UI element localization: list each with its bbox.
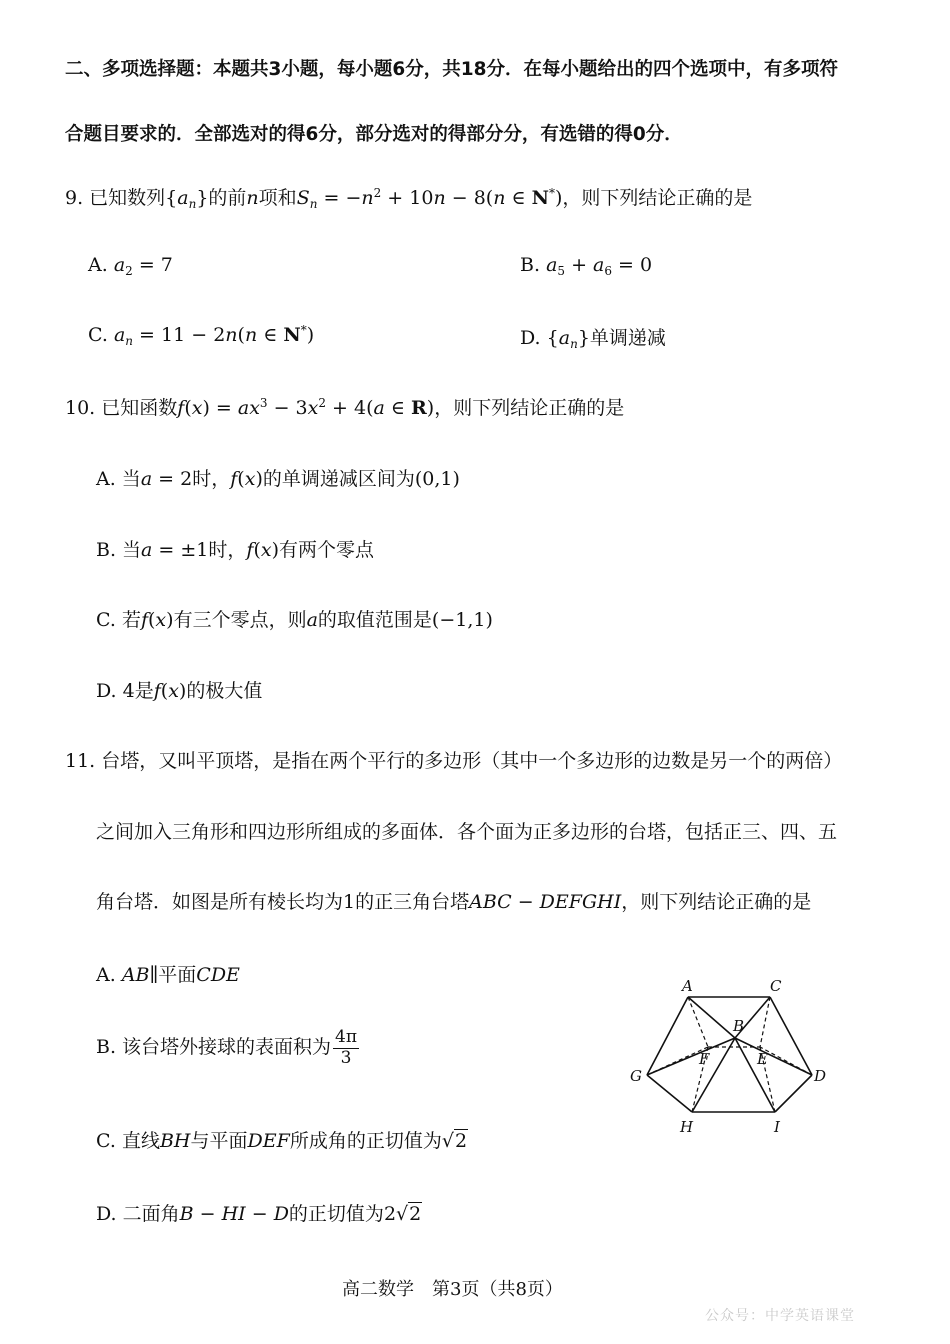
hidden-edge-ce bbox=[760, 997, 770, 1047]
label-h: H bbox=[680, 1118, 694, 1135]
section-header-line-1: 二、多项选择题：本题共3小题，每小题6分，共18分．在每小题给出的四个选项中，有多项符 bbox=[65, 59, 838, 80]
q11-option-c: C. 直线BH与平面DEF所成角的正切值为√2 bbox=[96, 1130, 468, 1152]
q11-option-d: D. 二面角B − HI − D的正切值为2√2 bbox=[96, 1203, 422, 1225]
q11-stem-line-2: 之间加入三角形和四边形所组成的多面体．各个面为正多边形的台塔，包括正三、四、五 bbox=[96, 821, 838, 843]
page-footer: 高二数学 第3页（共8页） bbox=[342, 1279, 563, 1300]
q9-stem: 9. 已知数列$\{a_n\}$的前n项和$S_n = -n^2 + 10n - 8(n$ ∈ N*)，则下列结论正确的是 bbox=[65, 186, 753, 211]
fraction: $\frac{4\pi}{3}$ bbox=[335, 1027, 358, 1068]
triangular-cupola-figure bbox=[620, 975, 840, 1135]
label-a: A bbox=[682, 977, 693, 995]
edge-ab bbox=[688, 997, 735, 1038]
label-d: D bbox=[814, 1067, 827, 1085]
edge-id bbox=[775, 1075, 812, 1112]
label-g: G bbox=[630, 1067, 642, 1085]
q10-option-b: B. 当a = ±1时，f(x)有两个零点 bbox=[96, 539, 375, 561]
edge-db bbox=[735, 1038, 812, 1075]
watermark: 公众号：中学英语课堂 bbox=[705, 1308, 855, 1324]
q10-stem: 10. 已知函数$f(x) = ax^3 - 3x^2 + 4(a$ ∈ R)，则下列结论正确的是 bbox=[65, 396, 625, 419]
section-header-line-2: 合题目要求的．全部选对的得6分，部分选对的得部分分，有选错的得0分． bbox=[65, 124, 683, 145]
q9-option-c: C. $a_n = 11 - 2n(n$ ∈ N*) bbox=[88, 323, 315, 348]
q11-option-a: A. AB∥平面CDE bbox=[96, 964, 240, 986]
q9-option-d: D. $\{a_n\}$单调递减 bbox=[520, 327, 666, 351]
q11-stem-line-3: 角台塔．如图是所有棱长均为1的正三角台塔ABC − DEFGHI，则下列结论正确的是 bbox=[96, 891, 812, 913]
label-c: C bbox=[770, 977, 782, 995]
q11-option-b: B. 该台塔外接球的表面积为 $\frac{4\pi}{3}$ bbox=[96, 1027, 358, 1068]
label-e: E bbox=[757, 1050, 768, 1068]
q9-option-b: B. $a_5 + a_6 = 0$ bbox=[520, 254, 653, 278]
edge-gh bbox=[647, 1075, 692, 1112]
q10-option-c: C. 若f(x)有三个零点，则a的取值范围是(−1,1) bbox=[96, 609, 493, 631]
label-b: B bbox=[733, 1017, 745, 1035]
label-f: F bbox=[699, 1050, 710, 1068]
edge-ag bbox=[647, 997, 688, 1075]
q11-stem-line-1: 11. 台塔，又叫平顶塔，是指在两个平行的多边形（其中一个多边形的边数是另一个的两倍） bbox=[65, 750, 843, 772]
edge-bi bbox=[735, 1038, 775, 1112]
q10-option-a: A. 当a = 2时，f(x)的单调递减区间为(0,1) bbox=[96, 468, 460, 490]
hidden-edge-af bbox=[688, 997, 708, 1047]
label-i: I bbox=[774, 1118, 780, 1135]
q9-option-a: A. $a_2 = 7$ bbox=[88, 254, 173, 278]
q10-option-d: D. 4是f(x)的极大值 bbox=[96, 680, 263, 702]
